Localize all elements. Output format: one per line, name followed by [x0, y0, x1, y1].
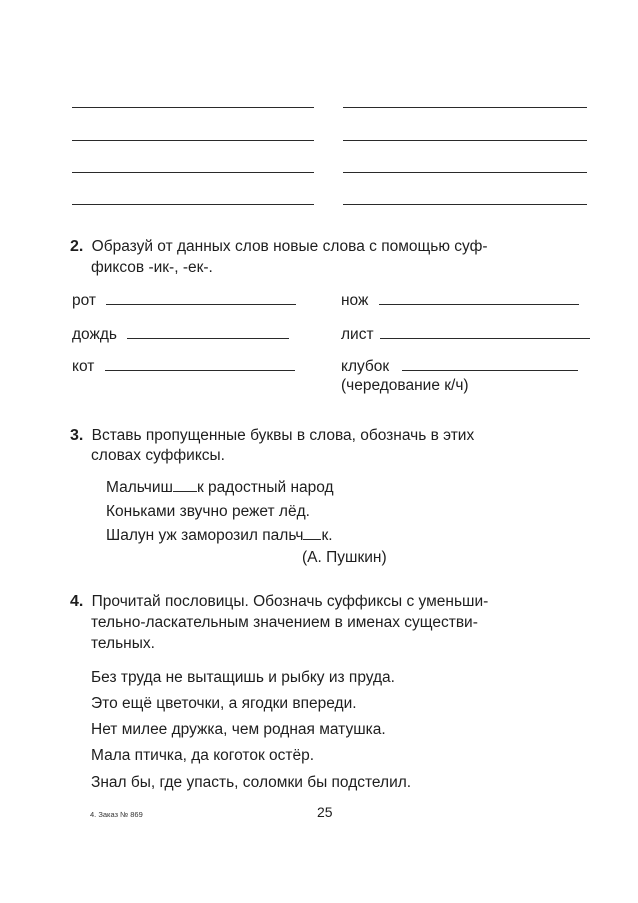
proverb: Это ещё цветочки, а ягодки впереди. [91, 695, 357, 712]
proverb: Мала птичка, да коготок остёр. [91, 747, 315, 764]
proverb: Нет милее дружка, чем родная матушка. [91, 721, 386, 738]
poem-line: Коньками звучно режет лёд. [106, 503, 310, 520]
word-row [341, 291, 579, 311]
word-row [72, 291, 296, 311]
poem-author: (А. Пушкин) [302, 549, 387, 566]
exercise-note: (чередование к/ч) [341, 377, 469, 394]
answer-line[interactable] [343, 140, 587, 141]
exercise-text: фиксов -ик-, -ек-. [91, 259, 213, 276]
source-word: дождь [72, 326, 117, 343]
source-word: лист [341, 326, 374, 343]
answer-line[interactable] [343, 204, 587, 205]
exercise-text: словах суффиксы. [91, 447, 225, 464]
answer-line[interactable] [72, 172, 314, 173]
answer-blank[interactable] [402, 358, 578, 371]
exercise-text: Образуй от данных слов новые слова с помощью суф- [91, 238, 488, 255]
answer-line[interactable] [343, 172, 587, 173]
exercise-number: 2. [70, 238, 84, 255]
exercise-number: 4. [70, 593, 84, 610]
answer-blank[interactable] [380, 326, 590, 339]
print-order-note: 4. Заказ № 869 [90, 810, 143, 819]
word-row [72, 325, 289, 345]
exercise-number: 3. [70, 427, 84, 444]
word-row [341, 325, 590, 345]
answer-line[interactable] [343, 107, 587, 108]
exercise-text: Вставь пропущенные буквы в слова, обозначь в этих [91, 427, 475, 444]
answer-blank[interactable] [127, 326, 289, 339]
answer-blank[interactable] [105, 358, 295, 371]
exercise-text: Прочитай пословицы. Обозначь суффиксы с уменьши- [91, 593, 489, 610]
proverb: Знал бы, где упасть, соломки бы подстелил. [91, 774, 412, 791]
source-word: нож [341, 292, 369, 309]
answer-line[interactable] [72, 107, 314, 108]
page-number: 25 [317, 804, 333, 820]
answer-blank[interactable] [106, 292, 296, 305]
poem-line: Шалун уж заморозил пальч к. [106, 527, 333, 544]
missing-letter-blank[interactable] [173, 479, 197, 492]
word-row [72, 357, 295, 377]
source-word: кот [72, 358, 95, 375]
answer-line[interactable] [72, 204, 314, 205]
exercise-text: тельных. [91, 635, 155, 652]
answer-blank[interactable] [379, 292, 579, 305]
missing-letter-blank[interactable] [303, 527, 321, 540]
poem-line: Мальчиш к радостный народ [106, 479, 334, 496]
answer-line[interactable] [72, 140, 314, 141]
source-word: клубок [341, 358, 390, 375]
word-row [341, 357, 578, 377]
source-word: рот [72, 292, 96, 309]
exercise-text: тельно-ласкательным значением в именах существи- [91, 614, 478, 631]
proverb: Без труда не вытащишь и рыбку из пруда. [91, 669, 395, 686]
